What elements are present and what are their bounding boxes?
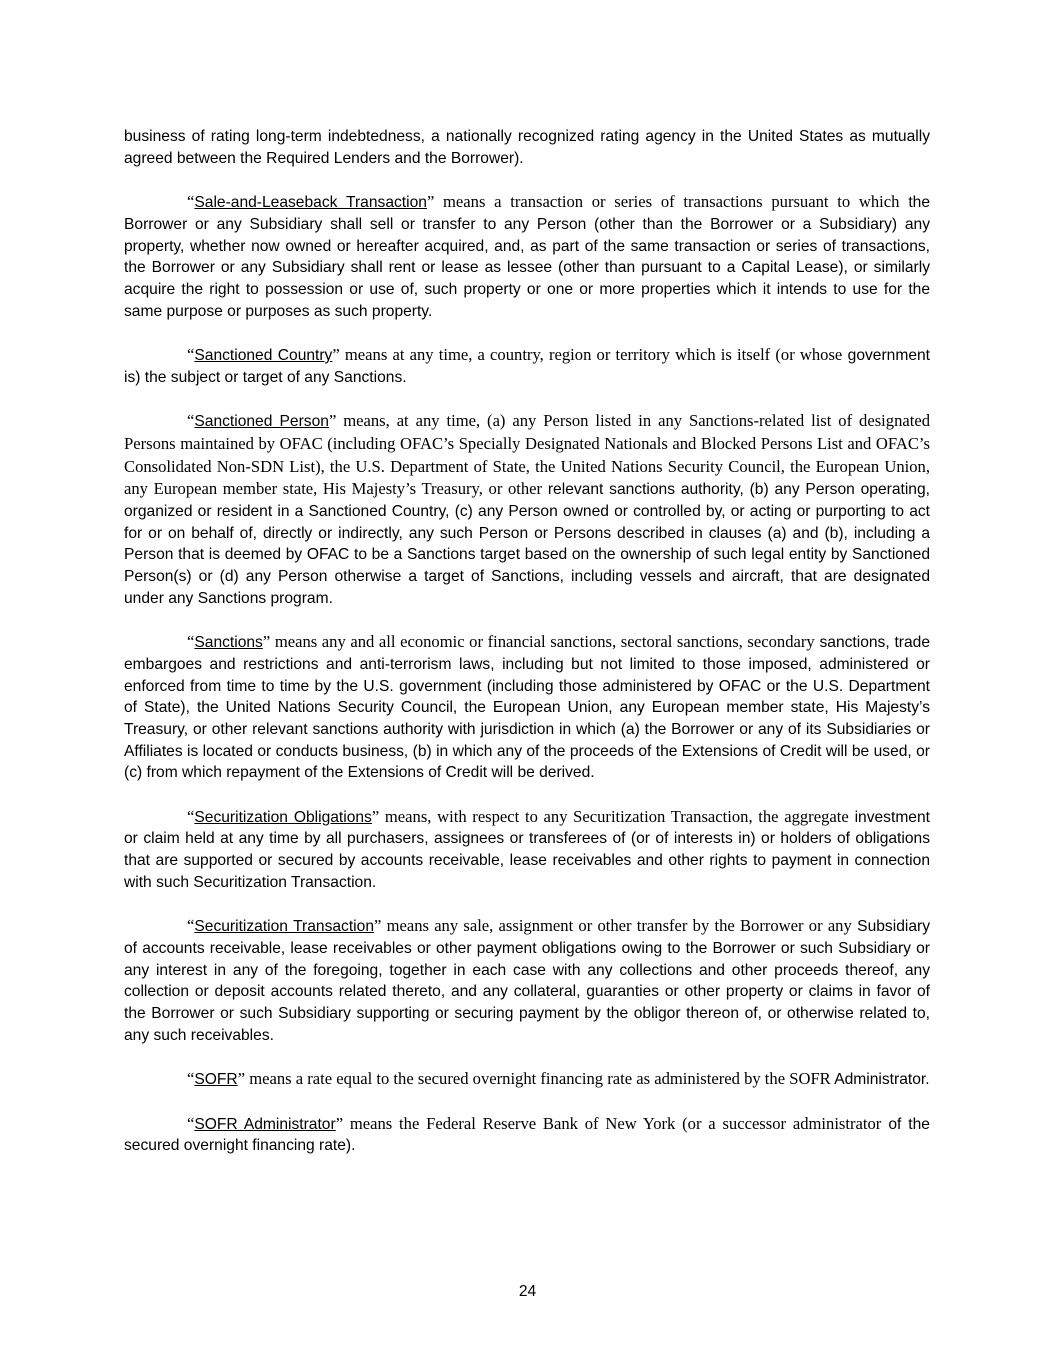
document-page	[124, 126, 930, 1179]
defined-term: Sanctions	[194, 634, 263, 652]
definition-lead: ” means any and all economic or financial sanctions, sectoral sanctions, secondary	[262, 632, 815, 652]
open-quote: “	[187, 1069, 195, 1089]
definition-lead: ” means at any time, a country, region or territory which is itself (or whose	[332, 345, 843, 364]
definition-sanctioned-person	[124, 410, 930, 609]
definition-sanctions	[124, 631, 930, 784]
definition-body: the Borrower or any Subsidiary shall sell or transfer to any Person (other than the Borrower or a Subsidiary) any property, whether now owned or hereafter acquired, and, as part of the same transaction or series of transactions, the Borrower or any Subsidiary shall rent or lease as lessee (other than pursuant to a Capital Lease), or similarly acquire the right to possession or use of, such property or one or more properties which it intends to use for the same purpose or purposes as such property.	[124, 194, 930, 320]
definition-sanctioned-country	[124, 344, 930, 388]
open-quote: “	[187, 345, 195, 364]
definition-sofr-administrator	[124, 1113, 930, 1157]
defined-term: SOFR	[194, 1071, 238, 1089]
definition-body: Administrator.	[830, 1071, 930, 1089]
open-quote: “	[187, 806, 195, 826]
definition-body: Subsidiary of accounts receivable, lease receivables or other payment obligations owing to the Borrower or such Subsidiary or any interest in any of the foregoing, together in each case with any collections and other proceeds thereof, any collection or deposit accounts related thereto, and any collateral, guaranties or other property or claims in favor of the Borrower or such Subsidiary supporting or securing payment by the obligor thereon of, or otherwise related to, any such receivables.	[124, 918, 930, 1044]
definition-body: relevant sanctions authority, (b) any Person operating, organized or resident in a Sanctioned Country, (c) any Person owned or controlled by, or acting or purporting to act for or on behalf of, directly or indirectly, any such Person or Persons described in clauses (a) and (b), including a Person that is deemed by OFAC to be a Sanctions target based on the ownership of such legal entity by Sanctioned Person(s) or (d) any Person otherwise a target of Sanctions, including vessels and aircraft, that are designated under any Sanctions program.	[124, 481, 930, 607]
definition-body: of the secured overnight financing rate).	[124, 1115, 930, 1155]
definition-lead: ” means, with respect to any Securitization Transaction, the aggregate	[371, 806, 849, 826]
definition-lead: ” means a transaction or series of transactions pursuant to which	[426, 192, 900, 212]
intro-paragraph: business of rating long-term indebtedness, a nationally recognized rating agency in the United States as mutually agreed between the Required Lenders and the Borrower).	[124, 128, 930, 167]
open-quote: “	[187, 1113, 195, 1133]
defined-term: SOFR Administrator	[194, 1115, 336, 1133]
open-quote: “	[187, 192, 195, 212]
definition-sofr	[124, 1068, 930, 1091]
open-quote: “	[187, 632, 195, 652]
definition-lead: ” means any sale, assignment or other transfer by the Borrower or any	[374, 916, 852, 936]
definition-body: sanctions, trade embargoes and restrictions and anti-terrorism laws, including but not limited to those imposed, administered or enforced from time to time by the U.S. government (including those administered by OFAC or the U.S. Department of State), the United Nations Security Council, the European Union, any European member state, His Majesty’s Treasury, or other relevant sanctions authority with jurisdiction in which (a) the Borrower or any of its Subsidiaries or Affiliates is located or conducts business, (b) in which any of the proceeds of the Extensions of Credit will be used, or (c) from which repayment of the Extensions of Credit will be derived.	[124, 634, 931, 782]
defined-term: Securitization Transaction	[194, 918, 374, 936]
page-number: 24	[518, 1283, 537, 1300]
defined-term: Sanctioned Person	[194, 413, 329, 431]
definition-lead: ” means the Federal Reserve Bank of New York (or a successor administrator	[335, 1113, 882, 1133]
definition-lead: ” means a rate equal to the secured overnight financing rate as administered by the SOFR	[237, 1069, 831, 1089]
defined-term: Sanctioned Country	[194, 347, 333, 364]
defined-term: Securitization Obligations	[194, 808, 372, 826]
open-quote: “	[187, 916, 195, 936]
definition-body: investment or claim held at any time by all purchasers, assignees or transferees of (or of interests in) or holders of obligations that are supported or secured by accounts receivable, lease receivables and other rights to payment in connection with such Securitization Transaction.	[124, 808, 930, 891]
definition-securitization-transaction	[124, 915, 930, 1046]
definition-body: government is) the subject or target of any Sanctions.	[124, 347, 930, 386]
definition-securitization-obligations	[124, 806, 930, 894]
open-quote: “	[187, 411, 195, 431]
definition-sale-and-leaseback-transaction	[124, 191, 930, 322]
defined-term: Sale-and-Leaseback Transaction	[194, 194, 427, 212]
definition-lead: ” means, at any time, (a) any Person listed in any Sanctions-related list of designated Persons maintained by OFAC (including OFAC’s Specially Designated Nationals and Blocked Persons List and OFAC’s Consolidated Non-SDN List), the U.S. Department of State, the United Nations Security Council, the European Union, any European member state, His Majesty’s Treasury, or other	[124, 411, 931, 499]
